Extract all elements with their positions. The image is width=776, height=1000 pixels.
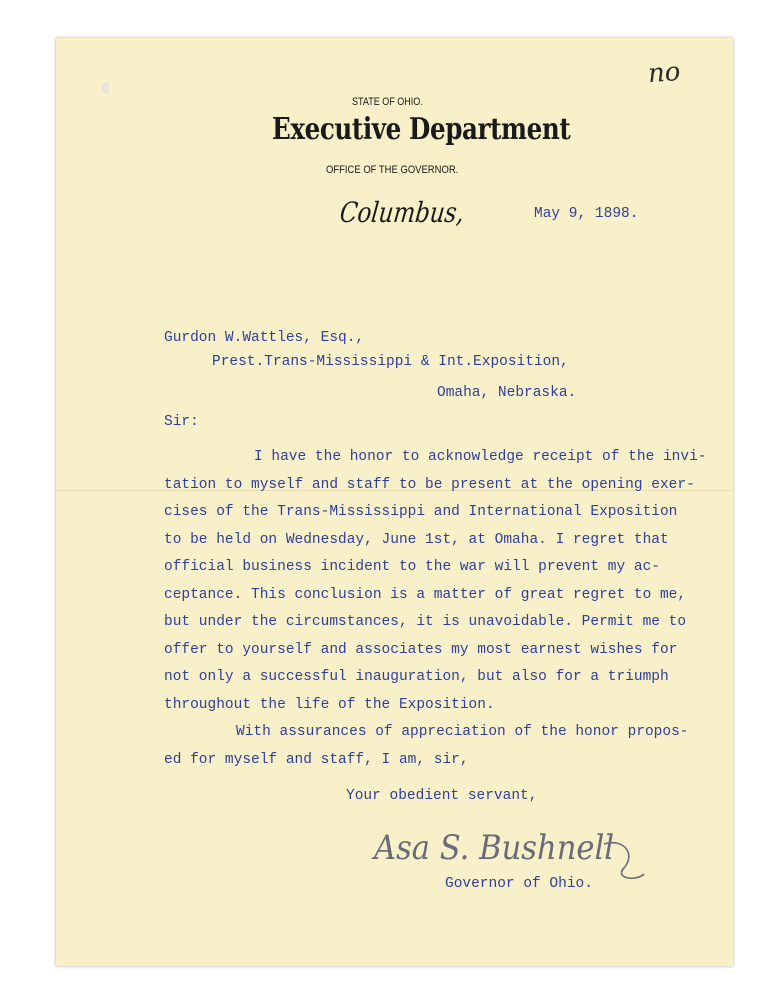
body-line: throughout the life of the Exposition.	[164, 696, 495, 713]
body-line: official business incident to the war will prevent my ac-	[164, 559, 660, 575]
letterhead-office: OFFICE OF THE GOVERNOR.	[326, 164, 459, 176]
closing: Your obedient servant,	[346, 788, 538, 804]
body-line: ceptance. This conclusion is a matter of great regret to me,	[164, 586, 687, 603]
body-line: With assurances of appreciation of the honor propos-	[236, 724, 689, 740]
letter-page	[56, 38, 733, 966]
salutation: Sir:	[164, 414, 199, 430]
body-line: offer to yourself and associates my most earnest wishes for	[164, 641, 678, 658]
margin-handwritten-note: no	[646, 56, 682, 90]
body-line: cises of the Trans-Mississippi and International Exposition	[164, 504, 678, 520]
body-line: tation to myself and staff to be present at the opening exer-	[164, 476, 695, 493]
body-line: but under the circumstances, it is unavoidable. Permit me to	[164, 614, 687, 630]
letterhead-city: Columbus,	[338, 196, 466, 229]
letterhead-department: Executive Department	[272, 112, 571, 147]
recipient-name: Gurdon W.Wattles, Esq.,	[164, 330, 365, 346]
body-line: not only a successful inauguration, but also for a triumph	[164, 669, 669, 685]
body-line: ed for myself and staff, I am, sir,	[164, 751, 469, 768]
letter-date: May 9, 1898.	[534, 206, 639, 222]
recipient-title: Prest.Trans-Mississippi & Int.Exposition,	[212, 354, 569, 370]
punch-hole	[102, 82, 109, 94]
signer-title: Governor of Ohio.	[445, 876, 593, 892]
letter-body	[164, 444, 707, 774]
signature-text: Asa S. Bushnell	[374, 828, 615, 868]
body-line: I have the honor to acknowledge receipt of the invi-	[254, 449, 707, 465]
body-line: to be held on Wednesday, June 1st, at Omaha. I regret that	[164, 531, 669, 548]
letterhead-state: STATE OF OHIO.	[352, 96, 423, 108]
recipient-location: Omaha, Nebraska.	[437, 385, 577, 401]
